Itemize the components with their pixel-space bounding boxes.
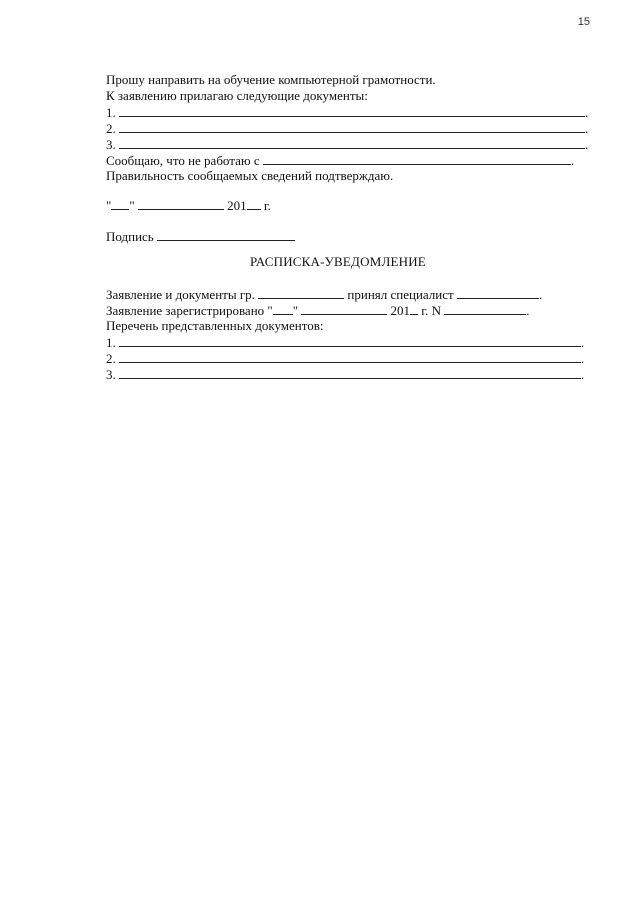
period: . — [585, 137, 589, 152]
period: . — [570, 153, 575, 168]
signature-field[interactable] — [157, 228, 295, 241]
period: . — [585, 105, 589, 120]
month-field[interactable] — [138, 197, 224, 210]
docs-from-label: Заявление и документы гр. — [106, 287, 255, 302]
period: . — [526, 303, 530, 318]
period: . — [581, 335, 585, 350]
year-prefix: 201 — [227, 198, 247, 213]
period: . — [538, 287, 543, 302]
receipt-doc-3 — [106, 366, 584, 382]
date-line — [106, 197, 271, 213]
quote-close: " — [129, 198, 135, 213]
blank-line[interactable] — [119, 104, 585, 117]
applicant-name-field[interactable] — [258, 286, 344, 299]
receipt-doc-2 — [106, 350, 584, 366]
request-line: Прошу направить на обучение компьютерной грамотности. — [106, 72, 436, 87]
year-field[interactable] — [247, 197, 261, 210]
reg-number-label: г. N — [421, 303, 442, 318]
quote-open: " — [267, 303, 273, 318]
reg-year-prefix: 201 — [390, 303, 411, 318]
signature-line — [106, 228, 295, 244]
attached-doc-3 — [106, 136, 588, 152]
year-suffix: г. — [263, 198, 271, 213]
period: . — [585, 121, 589, 136]
attach-line: К заявлению прилагаю следующие документы: — [106, 88, 368, 103]
receipt-title: РАСПИСКА-УВЕДОМЛЕНИЕ — [250, 254, 426, 269]
doc-number: 1. — [106, 105, 116, 120]
blank-line[interactable] — [119, 120, 585, 133]
not-working-line — [106, 152, 574, 168]
quote-close: " — [292, 303, 299, 318]
blank-line[interactable] — [119, 350, 581, 363]
docs-accepted-line — [106, 286, 542, 302]
registration-line — [106, 302, 530, 318]
attached-doc-2 — [106, 120, 588, 136]
not-working-label: Сообщаю, что не работаю с — [106, 153, 260, 168]
period: . — [581, 367, 585, 382]
signature-label: Подпись — [106, 229, 154, 244]
specialist-field[interactable] — [457, 286, 539, 299]
blank-line[interactable] — [119, 136, 585, 149]
period: . — [581, 351, 585, 366]
doc-number: 2. — [106, 351, 116, 366]
blank-line[interactable] — [119, 366, 581, 379]
receipt-doc-1 — [106, 334, 584, 350]
doc-number: 3. — [106, 367, 116, 382]
reg-month-field[interactable] — [301, 302, 387, 315]
confirm-line: Правильность сообщаемых сведений подтверждаю. — [106, 168, 394, 183]
accepted-label: принял специалист — [347, 287, 454, 302]
doc-number: 3. — [106, 137, 116, 152]
doc-number: 1. — [106, 335, 116, 350]
doc-number: 2. — [106, 121, 116, 136]
blank-line[interactable] — [119, 334, 581, 347]
docs-list-label: Перечень представленных документов: — [106, 318, 324, 333]
reg-day-field[interactable] — [273, 302, 293, 315]
not-working-since-field[interactable] — [263, 152, 571, 165]
page-number: 15 — [577, 16, 590, 28]
attached-doc-1 — [106, 104, 588, 120]
reg-year-field[interactable] — [410, 302, 418, 315]
reg-number-field[interactable] — [444, 302, 526, 315]
registered-label: Заявление зарегистрировано — [106, 303, 265, 318]
day-field[interactable] — [111, 197, 129, 210]
quote-open: " — [106, 198, 112, 213]
